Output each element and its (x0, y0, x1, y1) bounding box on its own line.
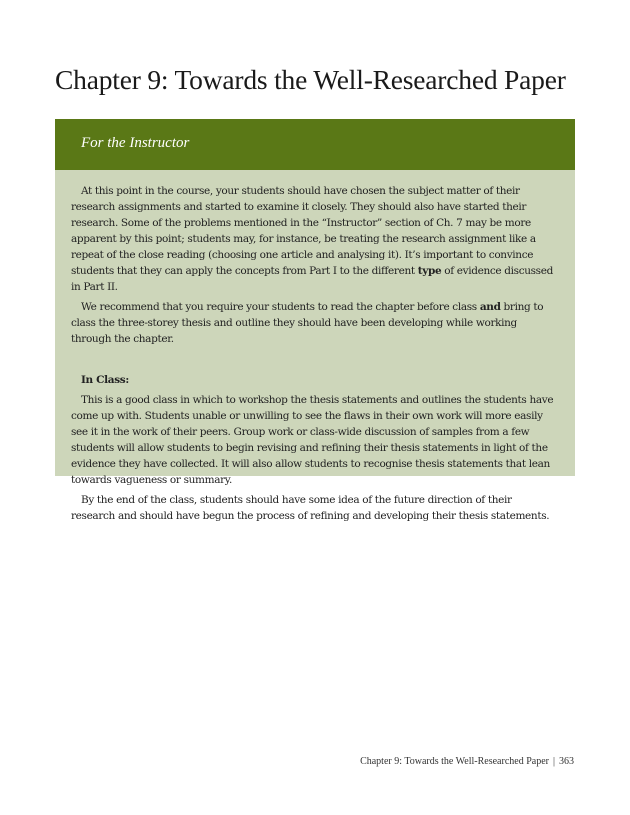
in-class-heading: In Class: (81, 374, 129, 386)
instructor-box (55, 119, 575, 522)
paragraph-in-class: This is a good class in which to workshop the thesis statements and outlines the students have come up with. Students unable or unwilling to see the flaws in their own work will more easily see it in the work of their peers. Group work or class-wide discussion of samples from a few students will allow students to begin revising and refining their thesis statements in light of the evidence they have collected. It will also allow students to recognise thesis statements that lean towards vagueness or summary. (71, 394, 554, 486)
paragraph-intro-text-end: of evidence discussed in Part II. (71, 265, 553, 293)
page-footer (360, 756, 574, 767)
paragraph-recommendation-bold: and (479, 301, 501, 313)
paragraph-end-of-class: By the end of the class, students should have some idea of the future direction of their research and should have begun the process of refining and developing their thesis statements. (71, 494, 550, 522)
paragraph-recommendation-text: We recommend that you require your students to read the chapter before class (81, 301, 480, 313)
instructor-box-header (55, 119, 575, 170)
paragraph-intro-text: At this point in the course, your students should have chosen the subject matter of their research assignments and started to examine it closely. They should also have started their research. Some of the problems mentioned in the “Instructor” section of Ch. 7 may be more apparent by this point; students may, for instance, be treating the research assignment like a repeat of the close reading (choosing one article and analysing it). It’s important to convince students that they can apply the concepts from Part I to the different (71, 185, 536, 277)
footer-running-title: Chapter 9: Towards the Well-Researched Paper (360, 756, 549, 767)
paragraph-recommendation-text-end: bring to class the three-storey thesis and outline they should have been developing while working through the chapter. (71, 301, 544, 345)
page-title: Chapter 9: Towards the Well-Researched Paper (55, 64, 566, 95)
paragraph-intro-bold: type (417, 265, 442, 277)
page-number: 363 (559, 756, 574, 767)
paragraph-recommendation (71, 299, 558, 347)
instructor-box-title: For the Instructor (81, 135, 190, 151)
footer-separator: | (552, 756, 555, 767)
paragraph-intro (71, 183, 558, 295)
instructor-box-body (71, 183, 558, 528)
